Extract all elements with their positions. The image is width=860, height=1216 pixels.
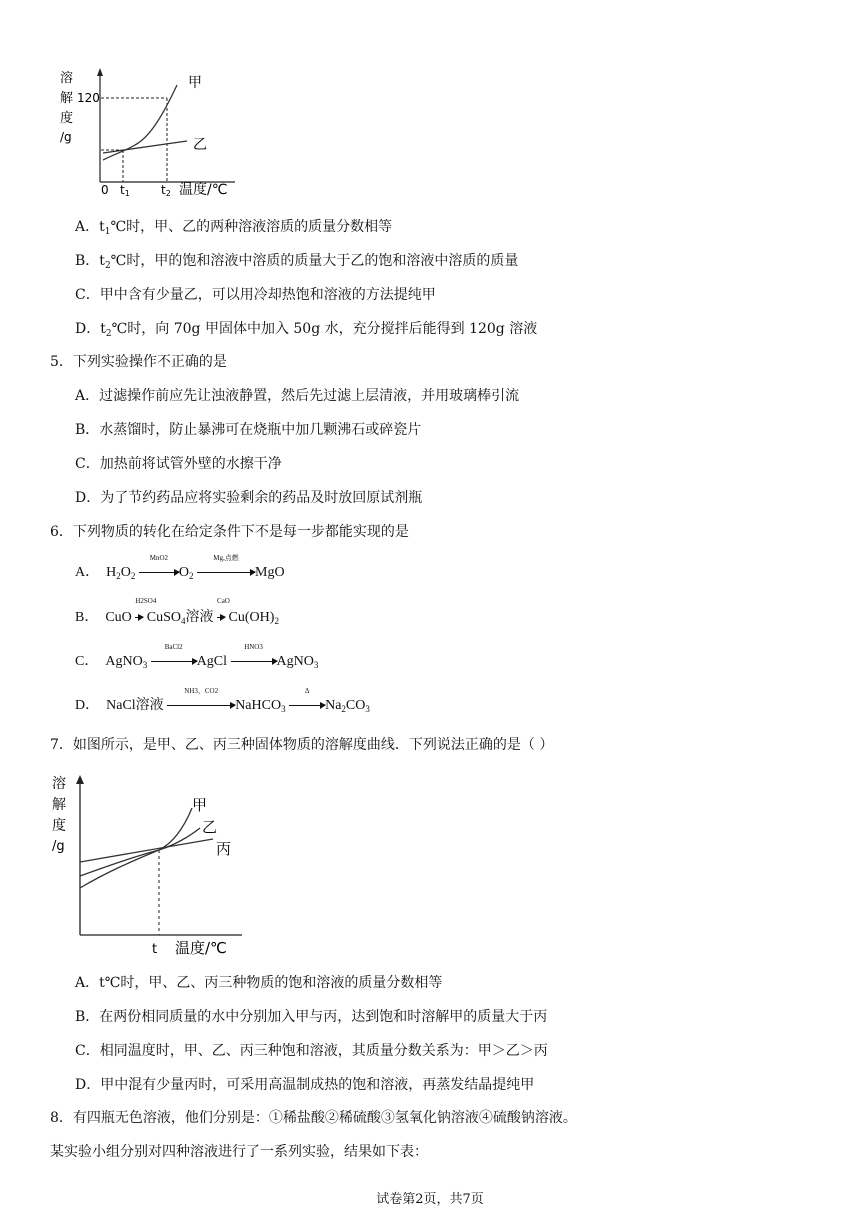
chart2-ylabel-2: 解 bbox=[52, 797, 66, 813]
chart2-label-yi: 乙 bbox=[202, 818, 218, 836]
chart1-curve-jia bbox=[103, 85, 177, 160]
arrow: MnO2 bbox=[139, 564, 179, 582]
chart1-xtick-t1: t1 bbox=[120, 183, 130, 198]
arrow: H2SO4 bbox=[135, 609, 143, 627]
chart1-xtick-0: 0 bbox=[101, 183, 109, 197]
q8-line2: 某实验小组分别对四种溶液进行了一系列实验，结果如下表： bbox=[50, 1144, 428, 1160]
q4-option-d[interactable]: D．$t_2℃$时，向 70g 甲固体中加入 50g 水，充分搅拌后能得到 120g 溶液 bbox=[75, 321, 538, 339]
q6-option-b[interactable]: B． CuO H2SO4 CuSO$_4$溶液 CaO $Cu(OH)_2$ bbox=[75, 597, 279, 627]
q5-option-d[interactable]: D．为了节约药品应将实验剩余的药品及时放回原试剂瓶 bbox=[75, 490, 423, 506]
arrow: Mg,点燃 bbox=[197, 564, 255, 582]
chart1-label-yi: 乙 bbox=[193, 137, 207, 153]
chart2-xtick-t: t bbox=[152, 942, 158, 957]
chart1-ytick-120: 120 bbox=[77, 91, 100, 105]
q5-option-b[interactable]: B．水蒸馏时，防止暴沸可在烧瓶中加几颗沸石或碎瓷片 bbox=[75, 422, 422, 438]
q6-option-d[interactable]: D． NaCl溶液 NH3、CO2 NaHCO$_3$ Δ $Na_2CO_3$ bbox=[75, 687, 370, 715]
q7-option-c[interactable]: C．相同温度时，甲、乙、丙三种饱和溶液，其质量分数关系为：甲＞乙＞丙 bbox=[75, 1043, 548, 1059]
q4-option-c[interactable]: C．甲中含有少量乙，可以用冷却热饱和溶液的方法提纯甲 bbox=[75, 287, 436, 303]
q5-stem: 5．下列实验操作不正确的是 bbox=[50, 354, 227, 370]
solubility-chart-1 bbox=[55, 65, 245, 200]
chart2-curve-jia bbox=[80, 808, 192, 888]
chart1-ylabel-3: 度 bbox=[60, 111, 74, 126]
arrow: Δ bbox=[289, 697, 325, 715]
q7-option-d[interactable]: D．甲中混有少量丙时，可采用高温制成热的饱和溶液，再蒸发结晶提纯甲 bbox=[75, 1077, 535, 1093]
chart2-label-bing: 丙 bbox=[216, 840, 232, 858]
q8-stem: 8．有四瓶无色溶液，他们分别是：①稀盐酸②稀硫酸③氢氧化钠溶液④硫酸钠溶液。 bbox=[50, 1110, 577, 1126]
arrow: NH3、CO2 bbox=[167, 697, 235, 715]
q7-option-a[interactable]: A．t℃时，甲、乙、丙三种物质的饱和溶液的质量分数相等 bbox=[75, 975, 443, 991]
chart1-ylabel-2: 解 bbox=[60, 91, 74, 106]
arrow: CaO bbox=[217, 609, 225, 627]
arrow: HNO3 bbox=[231, 653, 277, 671]
arrow: BaCl2 bbox=[151, 653, 197, 671]
chart1-ylabel-1: 溶 bbox=[60, 71, 74, 86]
q6-option-c[interactable]: C． AgNO$_3$ BaCl2 AgCl HNO3 AgNO$_3$ bbox=[75, 643, 319, 671]
page-footer: 试卷第2页，共7页 bbox=[376, 1192, 484, 1207]
q5-option-c[interactable]: C．加热前将试管外壁的水擦干净 bbox=[75, 456, 282, 472]
q6-stem: 6．下列物质的转化在给定条件下不是每一步都能实现的是 bbox=[50, 524, 409, 540]
q7-stem: 7．如图所示，是甲、乙、丙三种固体物质的溶解度曲线．下列说法正确的是（ ） bbox=[50, 737, 554, 753]
chart2-ylabel-3: 度 bbox=[52, 818, 66, 834]
chart1-xlabel: 温度/℃ bbox=[179, 182, 228, 198]
q7-option-b[interactable]: B．在两份相同质量的水中分别加入甲与丙，达到饱和时溶解甲的质量大于丙 bbox=[75, 1009, 548, 1025]
solubility-chart-2 bbox=[50, 770, 250, 960]
chart1-label-jia: 甲 bbox=[188, 75, 202, 91]
chart2-curve-bing bbox=[80, 839, 213, 862]
chart2-xlabel: 温度/℃ bbox=[175, 939, 227, 957]
q5-option-a[interactable]: A．过滤操作前应先让浊液静置，然后先过滤上层清液，并用玻璃棒引流 bbox=[75, 388, 520, 404]
q6-option-a[interactable]: A． $H_2O_2$ MnO2 $O_2$ Mg,点燃 MgO bbox=[75, 554, 285, 582]
q4-option-b[interactable]: B．$t_2℃$时，甲的饱和溶液中溶质的质量大于乙的饱和溶液中溶质的质量 bbox=[75, 253, 519, 271]
q4-option-a[interactable]: A．$t_1℃$时，甲、乙的两种溶液溶质的质量分数相等 bbox=[75, 219, 393, 237]
chart2-ylabel-1: 溶 bbox=[52, 776, 66, 792]
chart1-xtick-t2: t2 bbox=[161, 183, 171, 198]
chart2-label-jia: 甲 bbox=[192, 796, 208, 814]
chart1-curve-yi bbox=[103, 141, 187, 153]
chart1-ylabel-4: /g bbox=[60, 130, 72, 144]
chart2-ylabel-4: /g bbox=[52, 839, 65, 854]
